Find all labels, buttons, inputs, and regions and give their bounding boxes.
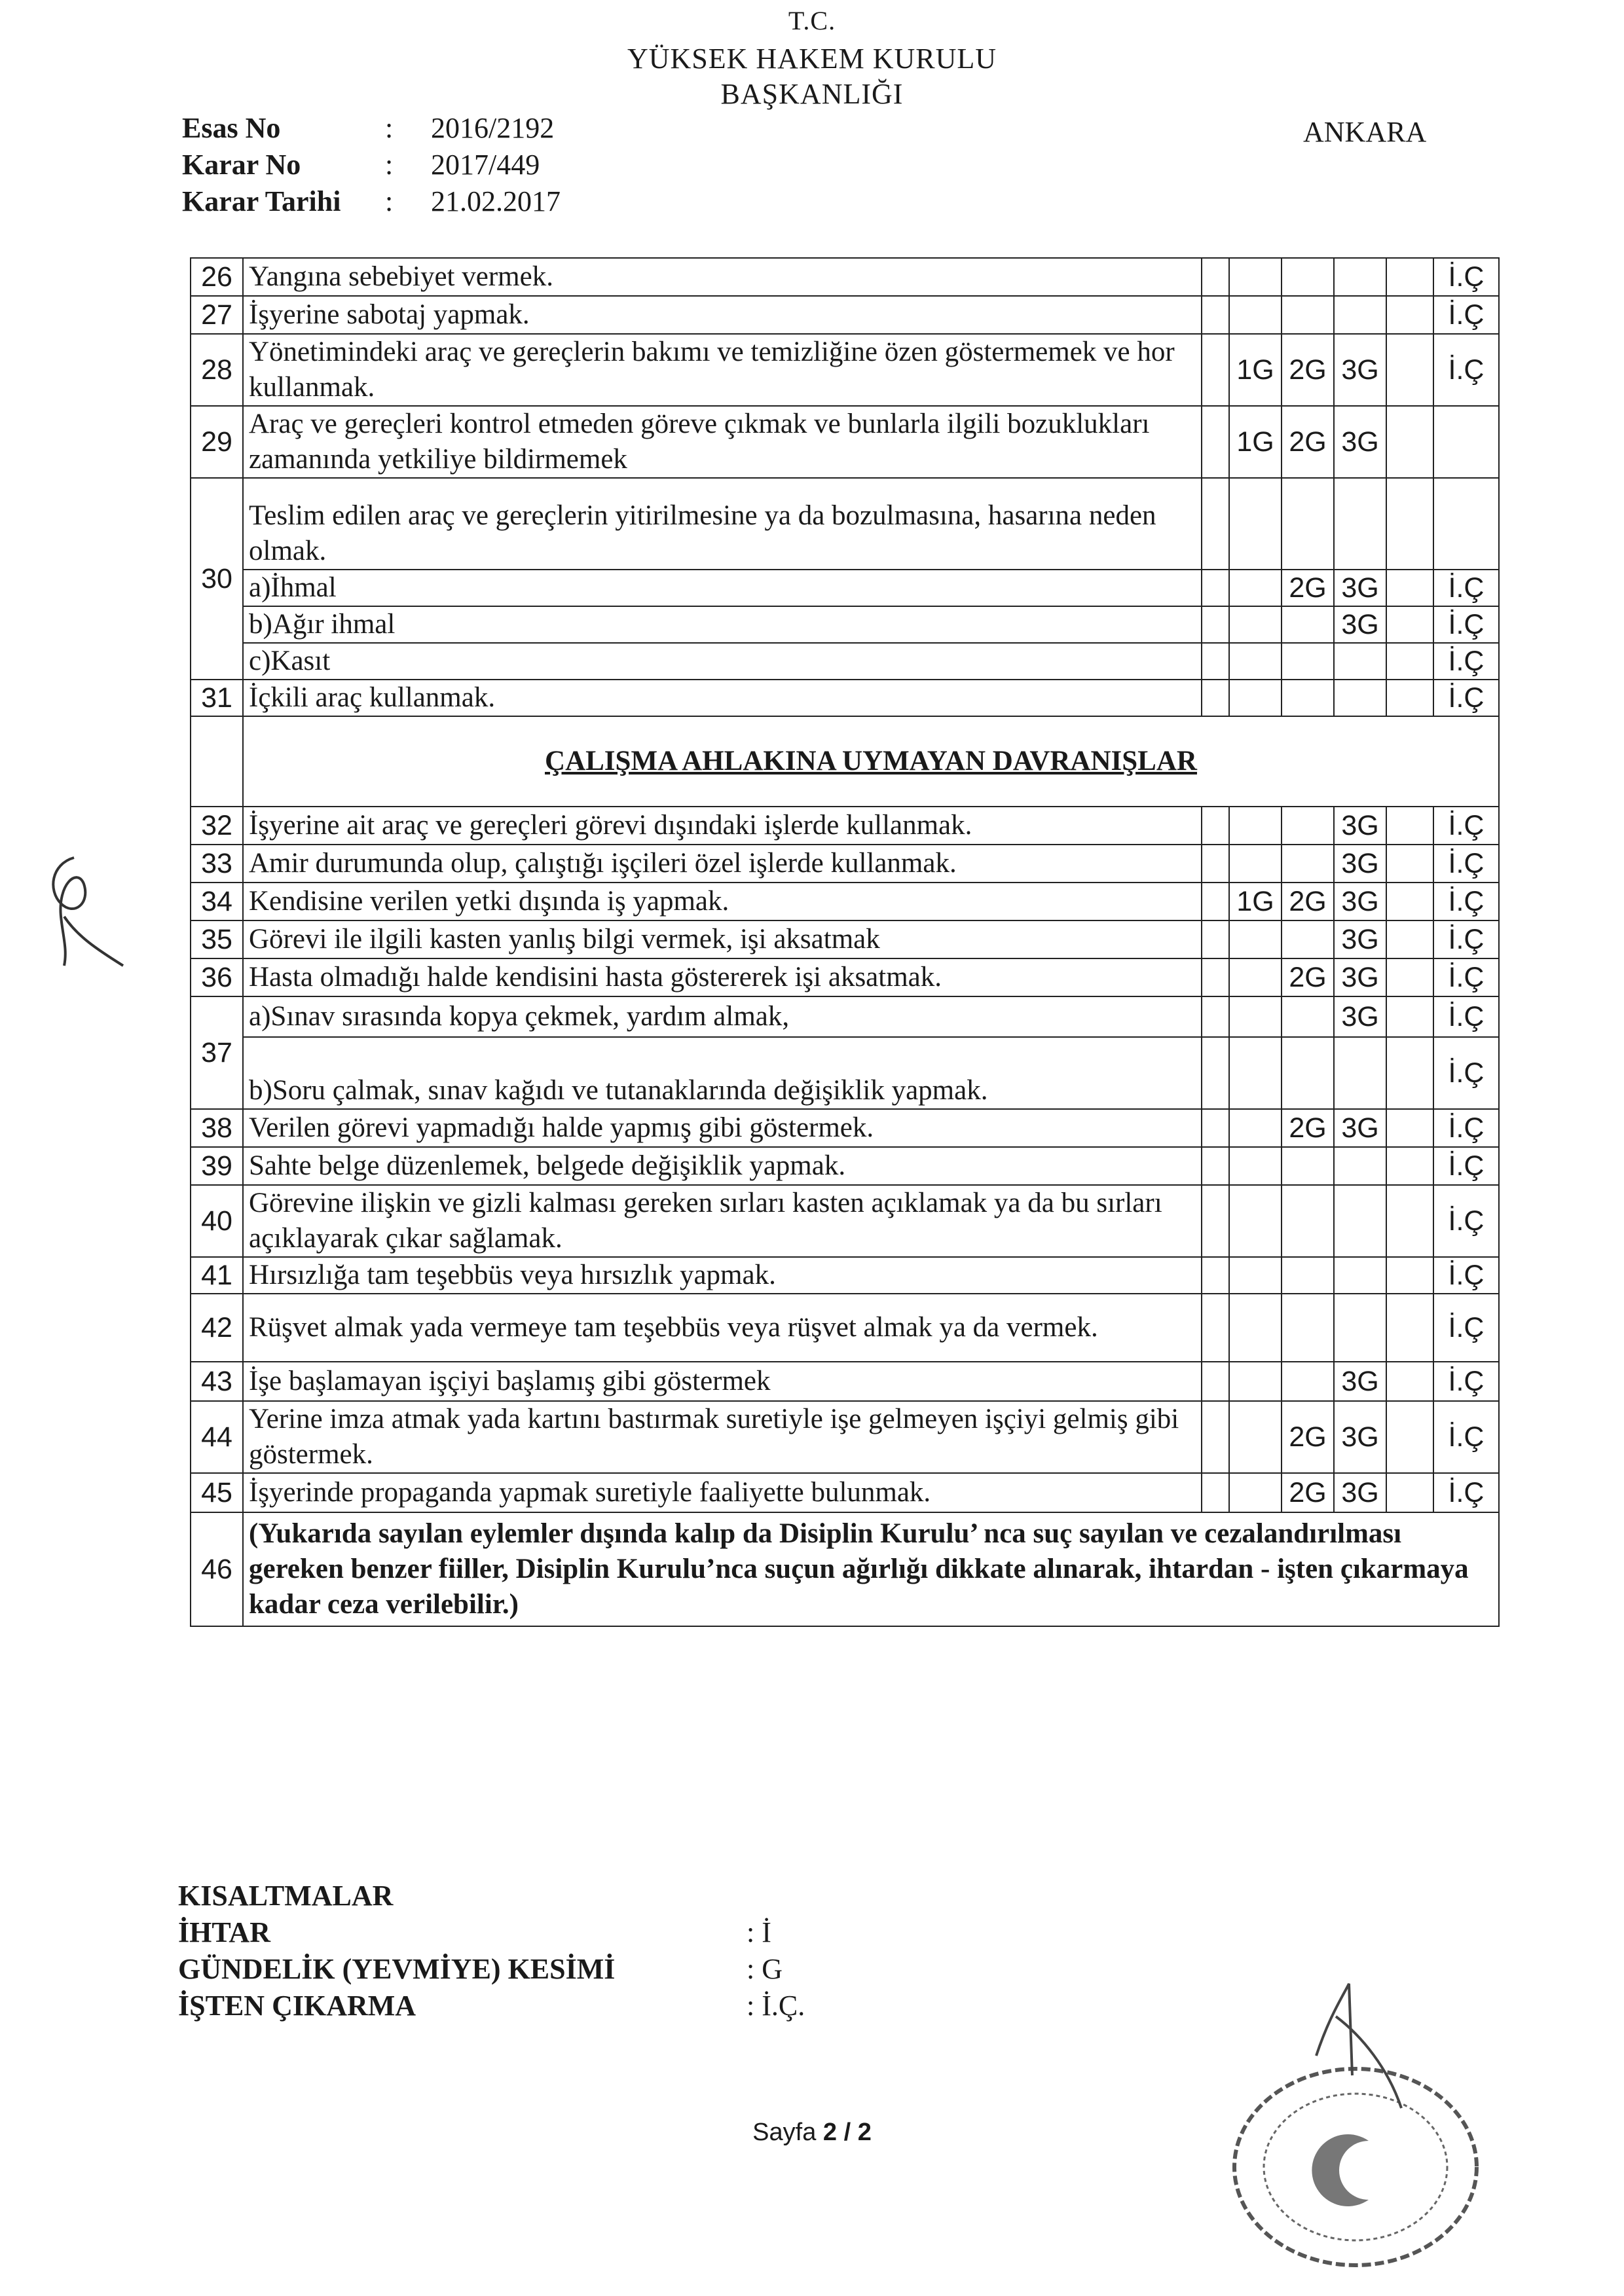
blank-cell [1386,996,1433,1037]
row-description: Görevi ile ilgili kasten yanlış bilgi vermek, işi aksatmak [243,920,1202,958]
penalty-1g [1229,1147,1282,1185]
penalty-ic: İ.Ç [1433,958,1499,996]
row-description: Hırsızlığa tam teşebbüs veya hırsızlık yapmak. [243,1257,1202,1294]
penalty-2g [1282,1147,1334,1185]
abbreviations-title: KISALTMALAR [178,1880,394,1912]
blank-cell [1386,845,1433,883]
blank-cell [1334,478,1386,570]
table-row [191,1401,1499,1473]
table-row [191,258,1499,296]
blank-cell [1202,406,1229,478]
abbr-value-gundelik: : G [747,1953,783,1985]
table-row [191,807,1499,845]
penalty-3g: 3G [1334,406,1386,478]
blank-cell [1386,406,1433,478]
section-title: ÇALIŞMA AHLAKINA UYMAYAN DAVRANIŞLAR [243,716,1499,807]
row-description: İşe başlamayan işçiyi başlamış gibi göstermek [243,1362,1202,1401]
penalty-1g [1229,958,1282,996]
penalty-2g [1282,680,1334,716]
table-row [191,680,1499,716]
blank-cell [1386,334,1433,406]
blank-cell [1282,478,1334,570]
penalty-3g: 3G [1334,1401,1386,1473]
blank-cell [1202,1109,1229,1147]
signature-mark-icon [12,845,136,975]
blank-cell [1386,1401,1433,1473]
penalty-3g [1334,1037,1386,1109]
penalty-ic: İ.Ç [1433,996,1499,1037]
abbr-label-isten-cikarma: İŞTEN ÇIKARMA [178,1990,416,2022]
abbr-value-isten-cikarma: : İ.Ç. [747,1990,805,2022]
row-number: 34 [191,883,243,920]
table-row [191,920,1499,958]
row-description: İşyerine sabotaj yapmak. [243,296,1202,334]
blank-cell [1202,258,1229,296]
penalty-1g [1229,258,1282,296]
blank-cell [1202,643,1229,680]
blank-cell [1386,920,1433,958]
blank-cell [191,716,243,807]
table-sub-row [191,570,1499,606]
row-description: İçkili araç kullanmak. [243,680,1202,716]
blank-cell [1202,1294,1229,1362]
abbr-label-gundelik: GÜNDELİK (YEVMİYE) KESİMİ [178,1953,616,1985]
penalty-2g [1282,258,1334,296]
penalty-1g [1229,1401,1282,1473]
penalty-ic [1433,406,1499,478]
penalty-2g [1282,296,1334,334]
penalty-2g [1282,1294,1334,1362]
blank-cell [1386,958,1433,996]
table-row [191,958,1499,996]
penalty-2g: 2G [1282,1401,1334,1473]
penalty-3g: 3G [1334,1473,1386,1512]
penalty-1g [1229,1257,1282,1294]
penalty-3g: 3G [1334,1362,1386,1401]
blank-cell [1386,1185,1433,1257]
penalty-ic: İ.Ç [1433,296,1499,334]
table-sub-row [191,606,1499,643]
blank-cell [1386,478,1433,570]
row-number: 27 [191,296,243,334]
penalty-1g [1229,1362,1282,1401]
penalty-1g: 1G [1229,883,1282,920]
penalty-2g [1282,845,1334,883]
penalty-ic: İ.Ç [1433,1147,1499,1185]
table-row [191,406,1499,478]
blank-cell [1202,680,1229,716]
row-description: Görevine ilişkin ve gizli kalması gereken sırları kasten açıklamak ya da bu sırları açıklayarak çıkar sağlamak. [243,1185,1202,1257]
penalty-ic: İ.Ç [1433,334,1499,406]
blank-cell [1386,258,1433,296]
blank-cell [1386,606,1433,643]
blank-cell [1202,1362,1229,1401]
penalty-2g: 2G [1282,334,1334,406]
row-number: 40 [191,1185,243,1257]
penalty-1g [1229,920,1282,958]
table-row [191,1294,1499,1362]
penalty-3g: 3G [1334,807,1386,845]
row-description: Yangına sebebiyet vermek. [243,258,1202,296]
blank-cell [1229,478,1282,570]
penalty-1g [1229,296,1282,334]
penalty-3g: 3G [1334,883,1386,920]
penalty-3g: 3G [1334,996,1386,1037]
row-description: b)Soru çalmak, sınav kağıdı ve tutanaklarında değişiklik yapmak. [243,1037,1202,1109]
penalty-2g [1282,920,1334,958]
row-description: Sahte belge düzenlemek, belgede değişiklik yapmak. [243,1147,1202,1185]
penalty-ic: İ.Ç [1433,1257,1499,1294]
penalty-3g [1334,680,1386,716]
table-row [191,1257,1499,1294]
blank-cell [1386,296,1433,334]
final-note: (Yukarıda sayılan eylemler dışında kalıp da Disiplin Kurulu’ nca suç sayılan ve cezalandırılması gereken benzer fiiller, Disiplin Kurulu’nca suçun ağırlığı dikkate alınarak, ihtardan - işten çıkarmaya kadar ceza verilebilir.) [243,1512,1499,1626]
blank-cell [1386,883,1433,920]
penalty-3g [1334,643,1386,680]
blank-cell [1202,1147,1229,1185]
penalty-ic: İ.Ç [1433,1185,1499,1257]
penalty-2g [1282,996,1334,1037]
penalty-2g: 2G [1282,1109,1334,1147]
penalty-2g [1282,807,1334,845]
abbr-value-ihtar: : İ [747,1916,771,1948]
row-description: b)Ağır ihmal [243,606,1202,643]
blank-cell [1386,1362,1433,1401]
row-number: 26 [191,258,243,296]
penalty-1g [1229,996,1282,1037]
row-number: 32 [191,807,243,845]
row-number: 31 [191,680,243,716]
row-number: 30 [191,478,243,680]
row-number: 38 [191,1109,243,1147]
table-sub-row [191,1037,1499,1109]
row-number: 29 [191,406,243,478]
row-description: Teslim edilen araç ve gereçlerin yitirilmesine ya da bozulmasına, hasarına neden olmak. [243,478,1202,570]
table-row [191,883,1499,920]
table-row [191,478,1499,570]
blank-cell [1202,1185,1229,1257]
blank-cell [1433,478,1499,570]
penalty-2g: 2G [1282,406,1334,478]
penalty-1g: 1G [1229,334,1282,406]
penalty-3g: 3G [1334,334,1386,406]
table-row [191,1512,1499,1626]
blank-cell [1202,1257,1229,1294]
blank-cell [1202,807,1229,845]
penalty-3g [1334,1147,1386,1185]
row-description: Verilen görevi yapmadığı halde yapmış gibi göstermek. [243,1109,1202,1147]
penalty-2g [1282,1037,1334,1109]
penalty-3g: 3G [1334,1109,1386,1147]
row-number: 39 [191,1147,243,1185]
penalty-1g [1229,1473,1282,1512]
penalty-ic: İ.Ç [1433,643,1499,680]
table-row [191,334,1499,406]
row-number: 36 [191,958,243,996]
section-row [191,716,1499,807]
penalty-ic: İ.Ç [1433,1294,1499,1362]
row-number: 41 [191,1257,243,1294]
blank-cell [1386,570,1433,606]
blank-cell [1386,680,1433,716]
disciplinary-table [190,257,1500,1627]
blank-cell [1202,478,1229,570]
table-row [191,1185,1499,1257]
penalty-ic: İ.Ç [1433,258,1499,296]
row-description: İşyerinde propaganda yapmak suretiyle faaliyette bulunmak. [243,1473,1202,1512]
row-description: c)Kasıt [243,643,1202,680]
penalty-3g [1334,1185,1386,1257]
row-description: Rüşvet almak yada vermeye tam teşebbüs veya rüşvet almak ya da vermek. [243,1294,1202,1362]
row-description: Yönetimindeki araç ve gereçlerin bakımı ve temizliğine özen göstermemek ve hor kullanmak. [243,334,1202,406]
penalty-3g: 3G [1334,845,1386,883]
blank-cell [1202,958,1229,996]
penalty-3g: 3G [1334,570,1386,606]
row-description: a)Sınav sırasında kopya çekmek, yardım almak, [243,996,1202,1037]
blank-cell [1386,1109,1433,1147]
blank-cell [1202,883,1229,920]
penalty-ic: İ.Ç [1433,1401,1499,1473]
table-row [191,1109,1499,1147]
penalty-2g [1282,1257,1334,1294]
row-description: Amir durumunda olup, çalıştığı işçileri özel işlerde kullanmak. [243,845,1202,883]
blank-cell [1386,1147,1433,1185]
row-number: 43 [191,1362,243,1401]
row-description: Araç ve gereçleri kontrol etmeden göreve çıkmak ve bunlarla ilgili bozuklukları zamanında yetkiliye bildirmemek [243,406,1202,478]
row-number: 35 [191,920,243,958]
penalty-1g [1229,606,1282,643]
penalty-2g [1282,1362,1334,1401]
row-number: 33 [191,845,243,883]
table-sub-row [191,996,1499,1037]
row-number: 37 [191,996,243,1109]
penalty-2g [1282,1185,1334,1257]
row-description: Hasta olmadığı halde kendisini hasta göstererek işi aksatmak. [243,958,1202,996]
penalty-1g [1229,1109,1282,1147]
penalty-2g [1282,606,1334,643]
penalty-ic: İ.Ç [1433,920,1499,958]
blank-cell [1202,920,1229,958]
blank-cell [1202,1037,1229,1109]
row-description: a)İhmal [243,570,1202,606]
header-department: BAŞKANLIĞI [720,78,904,110]
penalty-ic: İ.Ç [1433,680,1499,716]
penalty-2g: 2G [1282,1473,1334,1512]
row-number: 44 [191,1401,243,1473]
row-number: 46 [191,1512,243,1626]
table-row [191,845,1499,883]
row-number: 28 [191,334,243,406]
meta-karar-no: Karar No : 2017/449 [182,149,540,181]
penalty-3g: 3G [1334,606,1386,643]
row-number: 42 [191,1294,243,1362]
penalty-1g [1229,845,1282,883]
penalty-3g: 3G [1334,920,1386,958]
table-row [191,1473,1499,1512]
page-number: Sayfa 2 / 2 [752,2119,872,2146]
table-row [191,1362,1499,1401]
row-description: İşyerine ait araç ve gereçleri görevi dışındaki işlerde kullanmak. [243,807,1202,845]
header-institution: YÜKSEK HAKEM KURULU [627,43,997,75]
penalty-2g: 2G [1282,883,1334,920]
penalty-ic: İ.Ç [1433,807,1499,845]
penalty-ic: İ.Ç [1433,883,1499,920]
penalty-1g: 1G [1229,406,1282,478]
blank-cell [1202,845,1229,883]
penalty-1g [1229,1294,1282,1362]
penalty-1g [1229,807,1282,845]
blank-cell [1202,570,1229,606]
blank-cell [1202,296,1229,334]
penalty-ic: İ.Ç [1433,606,1499,643]
penalty-ic: İ.Ç [1433,1109,1499,1147]
penalty-3g [1334,258,1386,296]
penalty-1g [1229,1185,1282,1257]
penalty-3g: 3G [1334,958,1386,996]
row-number: 45 [191,1473,243,1512]
meta-esas-no: Esas No : 2016/2192 [182,112,555,144]
penalty-1g [1229,1037,1282,1109]
penalty-ic: İ.Ç [1433,1037,1499,1109]
abbr-label-ihtar: İHTAR [178,1916,270,1948]
meta-karar-tarihi: Karar Tarihi : 21.02.2017 [182,185,561,217]
table-sub-row [191,643,1499,680]
penalty-ic: İ.Ç [1433,570,1499,606]
penalty-3g [1334,1257,1386,1294]
table-row [191,1147,1499,1185]
table-row [191,296,1499,334]
penalty-1g [1229,680,1282,716]
penalty-3g [1334,296,1386,334]
blank-cell [1386,1257,1433,1294]
penalty-ic: İ.Ç [1433,1473,1499,1512]
blank-cell [1202,606,1229,643]
penalty-2g [1282,643,1334,680]
penalty-3g [1334,1294,1386,1362]
blank-cell [1386,1473,1433,1512]
header-city: ANKARA [1303,116,1427,148]
blank-cell [1202,1473,1229,1512]
penalty-2g: 2G [1282,570,1334,606]
blank-cell [1386,643,1433,680]
penalty-ic: İ.Ç [1433,845,1499,883]
blank-cell [1202,334,1229,406]
row-description: Yerine imza atmak yada kartını bastırmak suretiyle işe gelmeyen işçiyi gelmiş gibi göstermek. [243,1401,1202,1473]
row-description: Kendisine verilen yetki dışında iş yapmak. [243,883,1202,920]
header-tc: T.C. [788,6,836,35]
blank-cell [1202,996,1229,1037]
penalty-1g [1229,643,1282,680]
blank-cell [1386,1037,1433,1109]
blank-cell [1202,1401,1229,1473]
blank-cell [1386,807,1433,845]
blank-cell [1386,1294,1433,1362]
penalty-2g: 2G [1282,958,1334,996]
penalty-ic: İ.Ç [1433,1362,1499,1401]
penalty-1g [1229,570,1282,606]
